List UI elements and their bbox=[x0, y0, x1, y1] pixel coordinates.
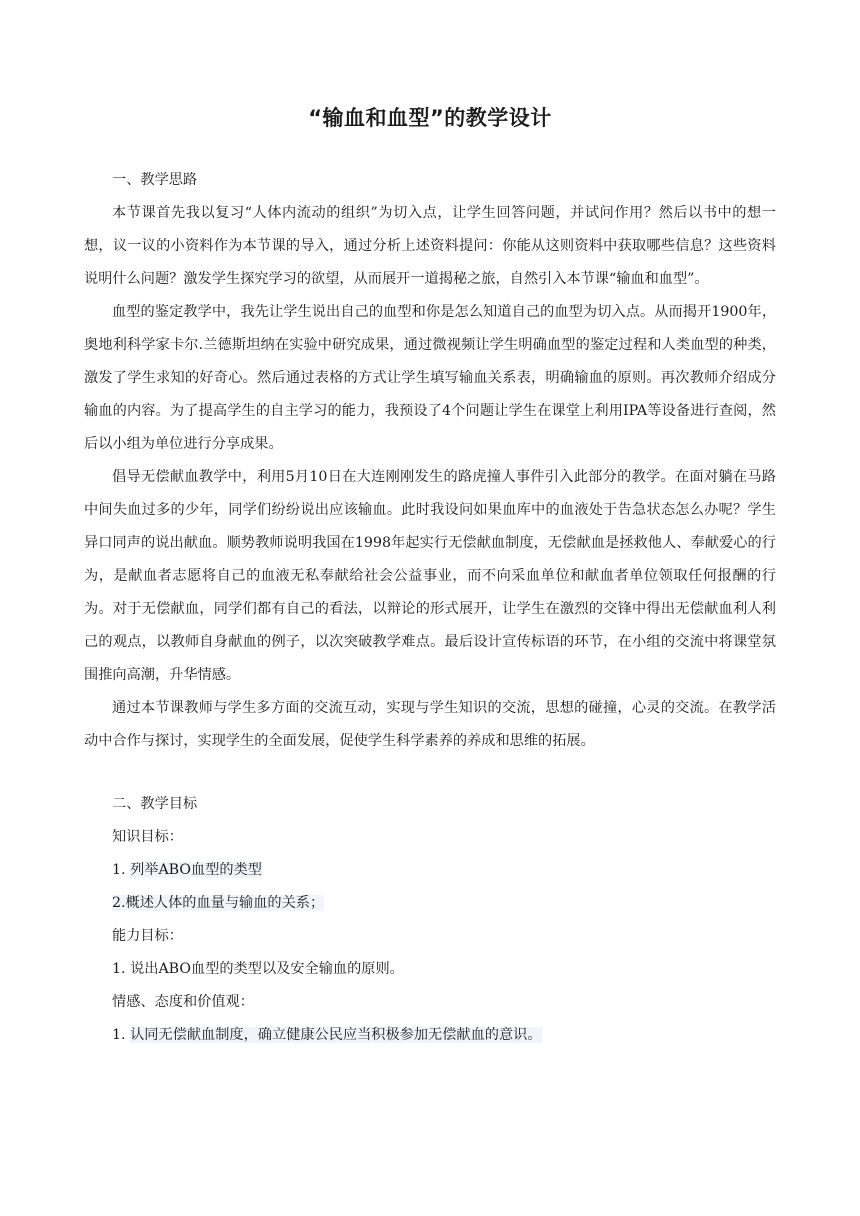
emotion-objectives-label: 情感、态度和价值观： bbox=[112, 994, 254, 1010]
emotion-objective-item bbox=[112, 1019, 776, 1052]
list-number: 1. bbox=[112, 1027, 126, 1043]
knowledge-objective-item bbox=[112, 887, 776, 920]
list-text: 2.概述人体的血量与输血的关系； bbox=[112, 895, 325, 911]
section-heading-teaching-ideas: 一、教学思路 bbox=[112, 172, 198, 188]
list-text: 认同无偿献血制度，确立健康公民应当积极参加无偿献血的意识。 bbox=[130, 1027, 542, 1043]
teaching-objectives-section bbox=[84, 788, 776, 1052]
list-text: 说出ABO血型的类型以及安全输血的原则。 bbox=[130, 961, 404, 977]
knowledge-objectives-label: 知识目标： bbox=[112, 829, 183, 845]
paragraph-blood-donation: 倡导无偿献血教学中，利用5月10日在大连刚刚发生的路虎撞人事件引入此部分的教学。在面对躺在马路中间失血过多的少年，同学们纷纷说出应该输血。此时我设问如果血库中的血液处于告急状态怎么办呢？学生异口同声的说出献血。顺势教师说明我国在1998年起实行无偿献血制度，无偿献血是拯救他人、奉献爱心的行为，是献血者志愿将自己的血液无私奉献给社会公益事业，而不向采血单位和献血者单位领取任何报酬的行为。对于无偿献血，同学们都有自己的看法，以辩论的形式展开，让学生在激烈的交锋中得出无偿献血利人利己的观点，以教师自身献血的例子，以次突破教学难点。最后设计宣传标语的环节，在小组的交流中将课堂氛围推向高潮，升华情感。 bbox=[84, 469, 776, 683]
ability-objective-item bbox=[112, 953, 776, 986]
list-number: 1. bbox=[112, 961, 126, 977]
section-spacer bbox=[84, 758, 776, 788]
paragraph-blood-type-identification: 血型的鉴定教学中，我先让学生说出自己的血型和你是怎么知道自己的血型为切入点。从而揭开1900年，奥地利科学家卡尔.兰德斯坦纳在实验中研究成果，通过微视频让学生明确血型的鉴定过程和人类血型的种类，激发了学生求知的好奇心。然后通过表格的方式让学生填写输血关系表，明确输血的原则。再次教师介绍成分输血的内容。为了提高学生的自主学习的能力，我预设了4个问题让学生在课堂上利用IPA等设备进行查阅，然后以小组为单位进行分享成果。 bbox=[84, 304, 777, 452]
paragraph-intro: 本节课首先我以复习“人体内流动的组织”为切入点，让学生回答问题，并试问作用？然后以书中的想一想，议一议的小资料作为本节课的导入，通过分析上述资料提问：你能从这则资料中获取哪些信息？这些资料说明什么问题？激发学生探究学习的欲望，从而展开一道揭秘之旅，自然引入本节课“输血和血型”。 bbox=[84, 205, 776, 287]
section-heading-teaching-objectives: 二、教学目标 bbox=[112, 796, 198, 812]
list-text: 列举ABO血型的类型 bbox=[130, 862, 262, 878]
paragraph-summary: 通过本节课教师与学生多方面的交流互动，实现与学生知识的交流，思想的碰撞，心灵的交流。在教学活动中合作与探讨，实现学生的全面发展，促使学生科学素养的养成和思维的拓展。 bbox=[84, 700, 776, 749]
list-number: 1. bbox=[112, 862, 126, 878]
document-body bbox=[84, 164, 776, 1052]
knowledge-objective-item bbox=[112, 854, 776, 887]
document-title: “输血和血型”的教学设计 bbox=[308, 106, 552, 130]
ability-objectives-label: 能力目标： bbox=[112, 928, 183, 944]
